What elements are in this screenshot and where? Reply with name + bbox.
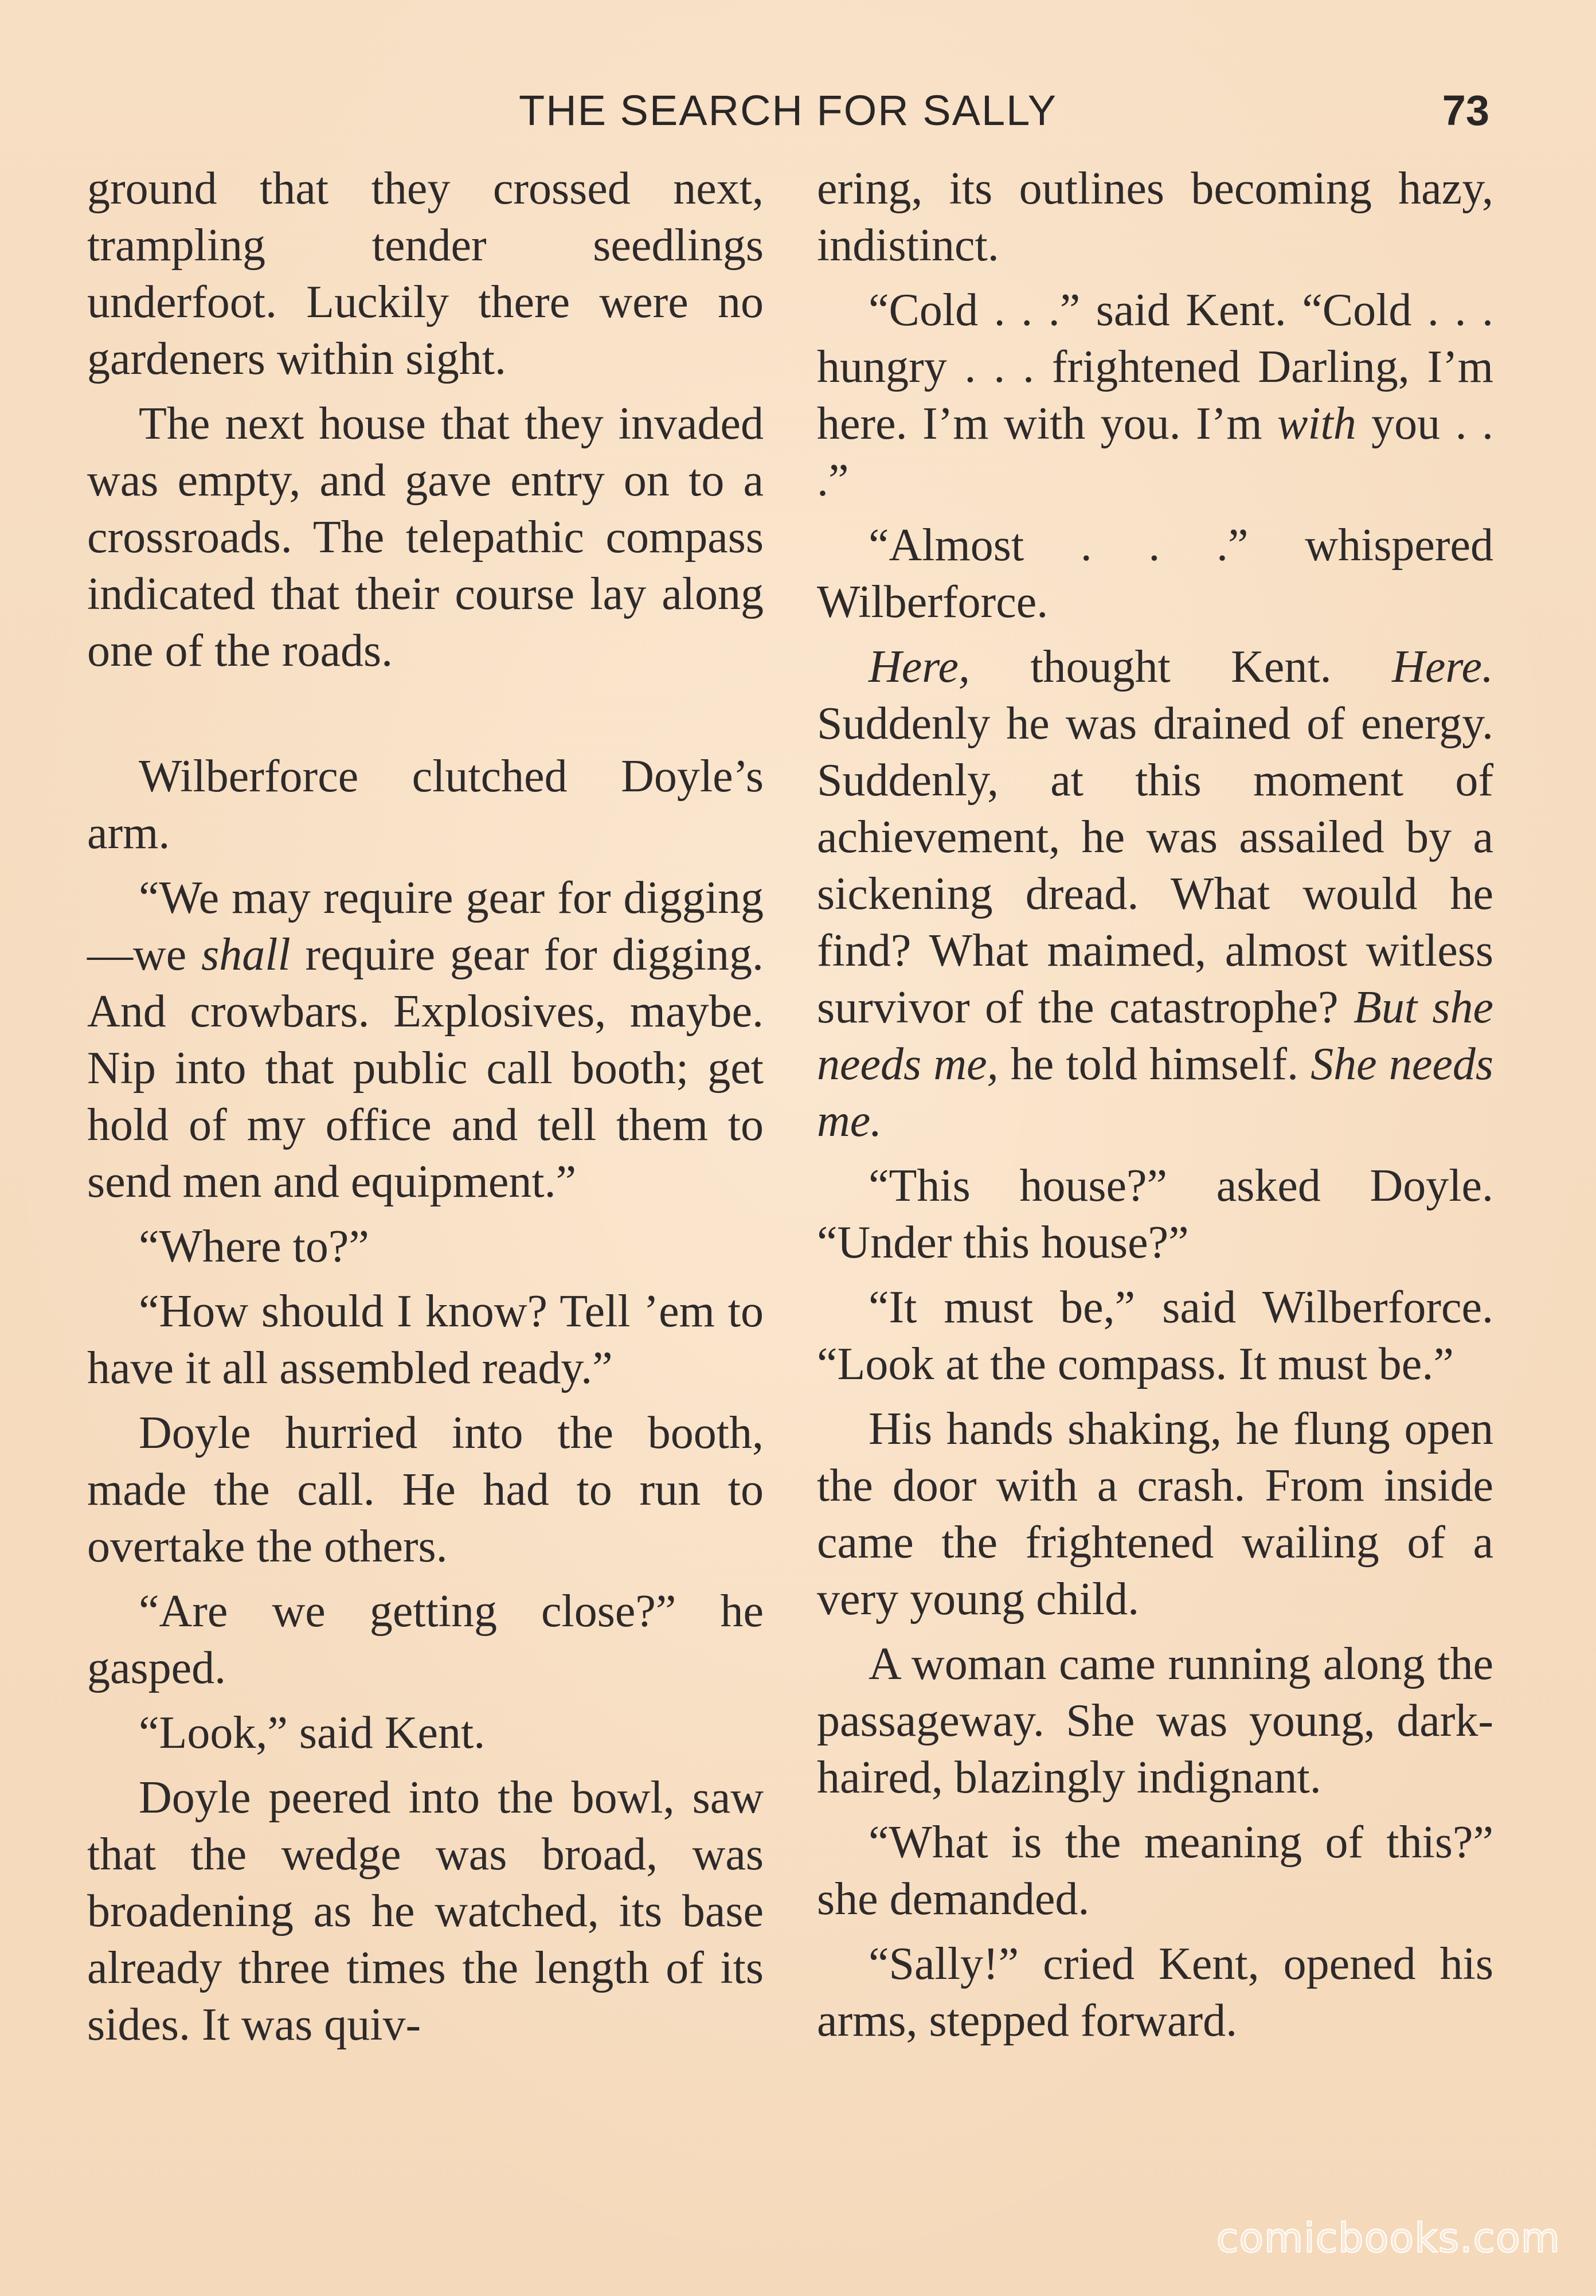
running-title: THE SEARCH FOR SALLY: [519, 87, 1058, 134]
paragraph: “Where to?”: [139, 1221, 369, 1272]
paragraph: ering, its outlines becoming hazy, indistinct.: [817, 163, 1493, 271]
paragraph: His hands shaking, he flung open the door with a crash. From inside came the frightened wailing of a very young child.: [817, 1404, 1493, 1625]
paragraph: “It must be,” said Wilberforce. “Look at the compass. It must be.”: [817, 1282, 1493, 1389]
paragraph: Doyle peered into the bowl, saw that the wedge was broad, was broadening as he watched, its base already three times the length of its sides. It was quiv-: [87, 1772, 764, 2050]
paragraph: Wilberforce clutched Doyle’s arm.: [87, 751, 764, 858]
paragraph: “Almost . . .” whispered Wilberforce.: [817, 520, 1493, 627]
paragraph: “Sally!” cried Kent, opened his arms, stepped forward.: [817, 1939, 1493, 2046]
paragraph: “Cold . . .” said Kent. “Cold . . . hungry . . . frightened Darling, I’m here. I’m with you. I’m with you . . .”: [817, 285, 1493, 506]
paragraph: “Are we getting close?” he gasped.: [87, 1586, 764, 1693]
watermark-logo: comicbooks.com: [1216, 2215, 1560, 2262]
paragraph: Here, thought Kent. Here. Suddenly he was drained of energy. Suddenly, at this moment of achievement, he was assailed by a sickening dread. What would he find? What maimed, almost witless survivor of the catastrophe? But she needs me, he told himself. She needs me.: [817, 642, 1493, 1146]
paragraph: “How should I know? Tell ’em to have it all assembled ready.”: [87, 1286, 764, 1393]
paragraph: “We may require gear for digging—we shall require gear for digging. And crowbars. Explosives, maybe. Nip into that public call booth; get hold of my office and tell them to send men and equipment.”: [87, 873, 764, 1207]
paragraph: The next house that they invaded was empty, and gave entry on to a crossroads. The telepathic compass indicated that their course lay along one of the roads.: [87, 399, 764, 676]
paragraph: A woman came running along the passageway. She was young, dark-haired, blazingly indignant.: [817, 1639, 1493, 1803]
left-column: [87, 161, 764, 2061]
paragraph: “This house?” asked Doyle. “Under this house?”: [817, 1161, 1493, 1268]
paragraph: ground that they crossed next, trampling tender seedlings underfoot. Luckily there were no gardeners within sight.: [87, 163, 764, 384]
paragraph: “What is the meaning of this?” she demanded.: [817, 1817, 1493, 1924]
paragraph: Doyle hurried into the booth, made the call. He had to run to overtake the others.: [87, 1408, 764, 1572]
right-column: [817, 161, 1493, 2057]
page-number: 73: [1442, 87, 1489, 134]
paragraph: “Look,” said Kent.: [139, 1708, 486, 1758]
